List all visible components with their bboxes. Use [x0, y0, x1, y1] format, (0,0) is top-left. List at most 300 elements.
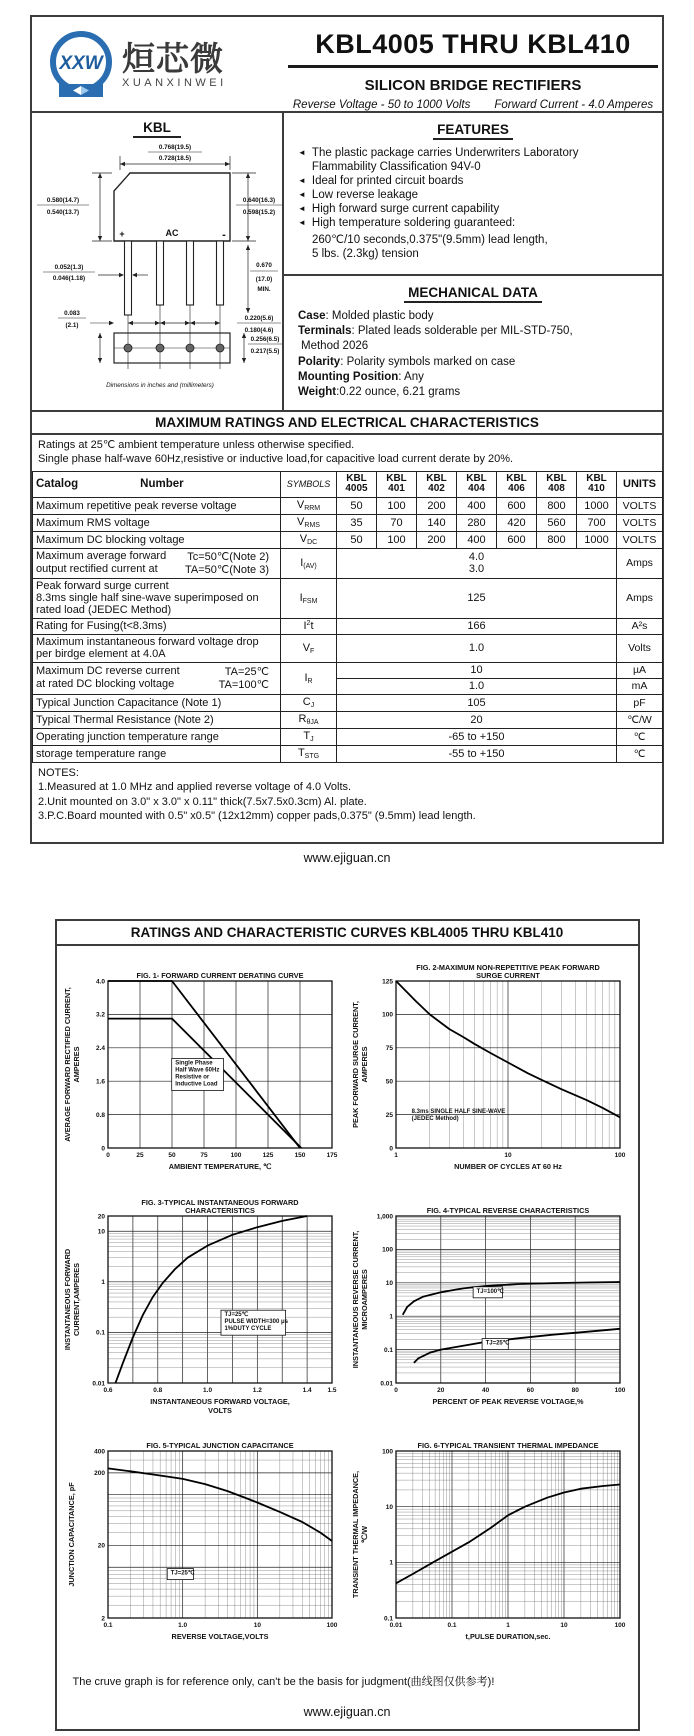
- table-cell: SYMBOLS: [281, 471, 337, 497]
- table-cell: [33, 514, 281, 531]
- features-heading-wrap: [298, 121, 648, 139]
- text: 0.052(1.3): [54, 264, 84, 271]
- fig5-chart: [61, 1428, 343, 1654]
- table-cell: [281, 662, 337, 694]
- table-cell: -55 to +150: [337, 745, 617, 762]
- span: J: [310, 736, 314, 744]
- package-column: [32, 113, 284, 410]
- table-cell: [33, 745, 281, 762]
- div: 410: [588, 483, 605, 495]
- text: AMPERES: [71, 1046, 81, 1083]
- text: 10: [560, 1621, 568, 1629]
- polygon: [215, 321, 220, 325]
- ratings-heading: MAXIMUM RATINGS AND ELECTRICAL CHARACTERISTICS: [32, 412, 662, 435]
- span: RRM: [304, 505, 321, 513]
- table-cell: [33, 728, 281, 745]
- text: NUMBER OF CYCLES AT 60 Hz: [454, 1161, 563, 1171]
- rect: [217, 241, 224, 305]
- fig3-series-vf: [115, 1216, 307, 1383]
- span: Number: [140, 478, 184, 491]
- polygon: [120, 162, 125, 166]
- table-row: [33, 745, 663, 762]
- text: 1.0: [202, 1386, 212, 1394]
- span: R: [307, 677, 313, 685]
- text: CHARACTERISTICS: [184, 1205, 255, 1215]
- span: R: [298, 713, 307, 726]
- div: 406: [508, 483, 525, 495]
- text: MICROAMPERES: [360, 1269, 370, 1330]
- logo-icon: [44, 27, 118, 103]
- text: AVERAGE FORWARD RECTIFIED CURRENT,: [62, 986, 72, 1142]
- table-cell: 100: [377, 531, 417, 548]
- feature-item: [298, 146, 648, 174]
- b: Terminals: [298, 325, 352, 338]
- text: 0.217(5.5): [250, 348, 280, 355]
- div: storage temperature range: [36, 747, 167, 760]
- mechanical-item: [298, 385, 648, 400]
- span: ◄: [298, 176, 306, 186]
- div: [312, 146, 579, 174]
- text: 50: [168, 1151, 176, 1159]
- ratings-intro: [32, 435, 662, 471]
- circle: [124, 344, 132, 352]
- text: 25: [136, 1151, 144, 1159]
- span: TA=50℃(Note 3): [185, 564, 269, 577]
- table-cell: VOLTS: [617, 531, 663, 548]
- note-line: 3.P.C.Board mounted with 0.5" x0.5" (12x12mm) copper pads,0.375" (9.5mm) lead length.: [38, 810, 476, 823]
- text: 2: [101, 1615, 105, 1623]
- span: T: [303, 730, 311, 743]
- text: 20: [437, 1386, 445, 1394]
- table-cell: 200: [417, 531, 457, 548]
- logo-monogram: XXW: [59, 53, 103, 74]
- text: 80: [571, 1386, 580, 1394]
- text: 1%DUTY CYCLE: [224, 1325, 272, 1332]
- text: Dimensions in inches and (millimeters): [106, 382, 214, 389]
- table-cell: 1.0: [337, 634, 617, 662]
- text: FIG. 6-TYPICAL TRANSIENT THERMAL IMPEDANCE: [417, 1440, 599, 1450]
- span: F: [310, 647, 315, 655]
- text: 75: [386, 1044, 394, 1052]
- fig2-chart: [349, 958, 631, 1184]
- tagline-forward-current: Forward Current - 4.0 Amperes: [494, 99, 654, 111]
- text: TJ=25℃: [224, 1311, 249, 1318]
- div: The plastic package carries Underwriters Laboratory: [311, 147, 579, 159]
- fig4-series-TJ-25C: [414, 1329, 620, 1363]
- text: 0.01: [389, 1621, 403, 1629]
- footer-url-page2: www.ejiguan.cn: [303, 1704, 391, 1719]
- text: AC: [165, 228, 179, 238]
- text: FIG. 3-TYPICAL INSTANTANEOUS FORWARD: [141, 1197, 299, 1207]
- text: 0.1: [95, 1329, 105, 1337]
- text: 0.640(16.3): [242, 197, 276, 204]
- brand-chinese: 烜芯微: [122, 38, 224, 78]
- div: Rating for Fusing(t<8.3ms): [36, 620, 167, 633]
- package-diagram: [32, 137, 284, 395]
- span: TA=25℃: [224, 666, 269, 679]
- text: 10: [386, 1503, 394, 1511]
- div: rated load (JEDEC Method): [36, 604, 172, 617]
- table-cell: [457, 471, 497, 497]
- text: 0.1: [384, 1346, 394, 1354]
- text: 20: [97, 1542, 105, 1550]
- div: 4.0: [468, 551, 485, 564]
- text: Single Phase: [174, 1060, 213, 1067]
- text: 0.8: [153, 1386, 163, 1394]
- div: 5 lbs. (2.3kg) tension: [312, 248, 419, 261]
- text: 200: [93, 1469, 105, 1477]
- div: Maximum instantaneous forward voltage drop: [36, 636, 259, 649]
- mechanical-item: [298, 355, 648, 370]
- feature-item: [298, 202, 648, 216]
- text: SURGE CURRENT: [476, 970, 541, 980]
- table-cell: [281, 497, 337, 514]
- table-cell: 1000: [577, 531, 617, 548]
- package-name: KBL: [133, 120, 181, 138]
- b: Polarity: [298, 355, 341, 368]
- polygon: [128, 321, 133, 325]
- table-cell: 35: [337, 514, 377, 531]
- table-cell: 10: [337, 662, 617, 678]
- text: 1,000: [376, 1213, 394, 1221]
- text: 0.1: [103, 1621, 113, 1629]
- fig6-slot: [349, 1428, 633, 1659]
- polygon: [160, 321, 165, 325]
- datasheet-page-1: [30, 15, 664, 844]
- table-row: [33, 497, 663, 514]
- text: 150: [294, 1151, 306, 1159]
- table-cell: [33, 694, 281, 711]
- text: INSTANTANEOUS REVERSE CURRENT,: [351, 1230, 361, 1368]
- text: 1.0: [177, 1621, 187, 1629]
- table-cell: ℃: [617, 745, 663, 762]
- div: Maximum repetitive peak reverse voltage: [36, 499, 237, 512]
- polygon: [109, 321, 114, 325]
- text: 0.8: [95, 1111, 105, 1119]
- table-cell: -65 to +150: [337, 728, 617, 745]
- mechanical-item: [298, 309, 648, 324]
- text: 4.0: [95, 978, 105, 986]
- fig6-chart: [349, 1428, 631, 1654]
- mechanical-heading-wrap: [298, 284, 648, 302]
- div: Typical Junction Capacitance (Note 1): [36, 696, 222, 709]
- fig5-slot: [61, 1428, 345, 1659]
- table-cell: [281, 548, 337, 578]
- table-cell: [33, 578, 281, 618]
- part-number-title: KBL4005 THRU KBL410: [315, 29, 631, 59]
- text: 100: [614, 1621, 626, 1629]
- text: 0.083: [64, 310, 80, 317]
- text: 25: [386, 1111, 394, 1119]
- table-cell: 600: [497, 497, 537, 514]
- figures-grid: [57, 946, 638, 1659]
- span: Catalog: [36, 478, 79, 491]
- text: 0.046(1.18): [52, 275, 86, 282]
- table-row: [33, 548, 663, 578]
- table-cell: 105: [337, 694, 617, 711]
- datasheet-page-2: [55, 919, 640, 1731]
- text: REVERSE VOLTAGE,VOLTS: [171, 1631, 269, 1641]
- table-cell: 400: [457, 531, 497, 548]
- text: CURRENT,AMPERES: [71, 1262, 81, 1336]
- tagline: [284, 99, 662, 111]
- table-cell: [281, 728, 337, 745]
- text: 100: [230, 1151, 242, 1159]
- div: [312, 202, 499, 216]
- table-cell: [33, 471, 281, 497]
- table-row: [33, 531, 663, 548]
- text: (17.0): [255, 276, 273, 283]
- notes-heading: NOTES:: [38, 766, 79, 779]
- text: 1: [394, 1151, 399, 1159]
- table-cell: 200: [417, 497, 457, 514]
- text: 100: [614, 1151, 626, 1159]
- text: 2.4: [95, 1044, 105, 1052]
- package-drawing: [32, 137, 282, 400]
- span: ◄: [298, 190, 306, 200]
- table-cell: [281, 531, 337, 548]
- table-cell: 20: [337, 711, 617, 728]
- table-cell: [281, 634, 337, 662]
- text: 0.1: [447, 1621, 457, 1629]
- table-cell: [33, 634, 281, 662]
- table-cell: [33, 548, 281, 578]
- div: 401: [388, 483, 405, 495]
- div: KBL: [506, 472, 527, 484]
- feature-item: [298, 188, 648, 202]
- text: 0.580(14.7): [46, 197, 80, 204]
- span: Maximum DC reverse current: [36, 665, 180, 678]
- div: KBL: [386, 472, 407, 484]
- logo: [32, 17, 284, 111]
- div: KBL: [586, 472, 607, 484]
- table-cell: [281, 745, 337, 762]
- table-cell: 420: [497, 514, 537, 531]
- text: TJ=25℃: [170, 1570, 195, 1577]
- span: θJA: [306, 719, 319, 727]
- table-cell: [281, 514, 337, 531]
- span: C: [302, 696, 311, 709]
- span: I: [303, 620, 307, 633]
- text: TJ=100℃: [476, 1288, 505, 1295]
- text: 0.540(13.7): [46, 209, 80, 216]
- text: TJ=25℃: [485, 1340, 510, 1347]
- table-cell: [337, 548, 617, 578]
- span: ◄: [298, 148, 306, 157]
- table-cell: 140: [417, 514, 457, 531]
- text: Resistive or: [174, 1074, 209, 1081]
- table-cell: 50: [337, 497, 377, 514]
- text: 0: [389, 1145, 394, 1153]
- text: 0: [101, 1145, 105, 1153]
- middle-section: [32, 113, 662, 412]
- table-cell: [281, 711, 337, 728]
- feature-item: [298, 174, 648, 188]
- mechanical-item: [298, 324, 648, 354]
- b: Weight: [298, 385, 337, 398]
- text: -: [222, 229, 226, 241]
- table-cell: [33, 711, 281, 728]
- fig3-chart: [61, 1193, 343, 1419]
- div: Operating junction temperature range: [36, 730, 219, 743]
- table-cell: pF: [617, 694, 663, 711]
- table-cell: 600: [497, 531, 537, 548]
- text: t,PULSE DURATION,sec.: [465, 1631, 551, 1641]
- span: Tc=50℃(Note 2): [187, 551, 269, 564]
- span: I: [300, 556, 304, 569]
- span: V: [299, 533, 308, 546]
- text: 125: [262, 1151, 274, 1159]
- span: I: [299, 591, 303, 604]
- div: Method 2026: [301, 340, 369, 353]
- text: 0.180(4.6): [244, 327, 274, 334]
- circle: [216, 344, 224, 352]
- package-name-heading: [32, 119, 282, 137]
- span: FSM: [302, 597, 318, 605]
- span: TA=100℃: [218, 679, 269, 692]
- div: Low reverse leakage: [311, 189, 419, 202]
- table-cell: [281, 578, 337, 618]
- span: Maximum average forward: [36, 550, 167, 563]
- text: 50: [386, 1078, 394, 1086]
- span: J: [310, 702, 315, 710]
- text: 1: [389, 1559, 394, 1567]
- text: 1: [101, 1278, 105, 1286]
- ratings-intro-line-2: Single phase half-wave 60Hz,resistive or inductive load,for capacitive load current derate by 20%.: [38, 453, 514, 466]
- subtitle: SILICON BRIDGE RECTIFIERS: [364, 77, 582, 94]
- fig4-series-TJ-100C: [403, 1282, 620, 1315]
- notes-section: [32, 763, 662, 842]
- span: t: [310, 620, 314, 633]
- rect: [187, 241, 194, 305]
- polygon: [246, 173, 250, 178]
- table-cell: VOLTS: [617, 514, 663, 531]
- table-cell: [33, 662, 281, 694]
- table-cell: [281, 694, 337, 711]
- polygon: [119, 273, 124, 277]
- div: 3.0: [468, 563, 485, 576]
- text: 1.2: [252, 1386, 262, 1394]
- table-cell: A²s: [617, 618, 663, 634]
- brand-english: XUANXINWEI: [122, 76, 227, 89]
- table-cell: [417, 471, 457, 497]
- table-cell: VOLTS: [617, 497, 663, 514]
- fig5-series-cj: [108, 1468, 332, 1541]
- text: 1.6: [95, 1078, 105, 1086]
- fig1-slot: [61, 958, 345, 1189]
- div: 402: [428, 483, 445, 495]
- div: per birdge element at 4.0A: [36, 648, 166, 661]
- footer-url-page1: www.ejiguan.cn: [303, 850, 391, 865]
- span: : Molded plastic body: [325, 310, 434, 323]
- polygon: [155, 321, 160, 325]
- table-row: [33, 471, 663, 497]
- span: output rectified current at: [36, 563, 158, 576]
- feature-item-extra: [312, 233, 648, 262]
- table-cell: 800: [537, 531, 577, 548]
- div: KBL: [546, 472, 567, 484]
- text: FIG. 4-TYPICAL REVERSE CHARACTERISTICS: [427, 1205, 590, 1215]
- span: ◄: [298, 204, 306, 214]
- span: : Any: [398, 370, 424, 383]
- div: [36, 678, 277, 691]
- text: ℃/W: [360, 1525, 370, 1543]
- table-cell: [577, 471, 617, 497]
- table-row: [33, 618, 663, 634]
- text: 0.598(15.2): [242, 209, 276, 216]
- table-row: [33, 662, 663, 678]
- table-cell: 400: [457, 497, 497, 514]
- feature-item: [298, 216, 648, 230]
- span: RMS: [304, 522, 320, 530]
- table-cell: 50: [337, 531, 377, 548]
- text: 0.6: [103, 1386, 113, 1394]
- features-list: [298, 146, 648, 262]
- table-row: [33, 728, 663, 745]
- text: 100: [382, 1011, 394, 1019]
- polygon: [98, 333, 102, 338]
- div: 408: [548, 483, 565, 495]
- fig4-slot: [349, 1193, 633, 1424]
- text: FIG. 2-MAXIMUM NON-REPETITIVE PEAK FORWARD: [416, 962, 601, 972]
- title-block: [284, 17, 662, 111]
- text: 10: [253, 1621, 261, 1629]
- fig4-chart: [349, 1193, 631, 1419]
- span: 2: [306, 620, 311, 628]
- text: TRANSIENT THERMAL IMPEDANCE,: [351, 1470, 361, 1598]
- ratings-intro-line-1: Ratings at 25℃ ambient temperature unless otherwise specified.: [38, 439, 355, 452]
- polygon: [185, 321, 190, 325]
- span: I: [304, 671, 308, 684]
- span: at rated DC blocking voltage: [36, 678, 175, 691]
- table-cell: [33, 497, 281, 514]
- text: 10: [504, 1151, 512, 1159]
- text: 3.2: [95, 1011, 105, 1019]
- table-cell: Volts: [617, 634, 663, 662]
- span: ◄: [298, 218, 306, 228]
- table-cell: 800: [537, 497, 577, 514]
- table-cell: UNITS: [617, 471, 663, 497]
- rect: [125, 241, 132, 315]
- brand-block: [122, 38, 227, 89]
- features-heading: FEATURES: [433, 122, 513, 140]
- mechanical-item: [298, 370, 648, 385]
- rect: [157, 241, 164, 305]
- text: 0.256(6.5): [250, 336, 280, 343]
- b: Case: [298, 310, 326, 323]
- table-row: [33, 694, 663, 711]
- text: 400: [93, 1448, 105, 1456]
- div: [36, 550, 277, 563]
- text: JUNCTION CAPACITANCE, pF: [66, 1482, 76, 1587]
- text: 0.768(19.5): [158, 144, 192, 151]
- fig3-slot: [61, 1193, 345, 1424]
- div: KBL: [466, 472, 487, 484]
- table-cell: 560: [537, 514, 577, 531]
- text: 75: [200, 1151, 208, 1159]
- div: 8.3ms single half sine-wave superimposed on: [36, 592, 259, 605]
- text: 20: [97, 1213, 105, 1221]
- table-cell: 100: [377, 497, 417, 514]
- span: V: [302, 641, 311, 654]
- circle: [186, 344, 194, 352]
- text: 100: [382, 1246, 394, 1254]
- ratings-table: [32, 471, 663, 763]
- features-section: [284, 113, 662, 276]
- note-line: 1.Measured at 1.0 MHz and applied reverse voltage of 4.0 Volts.: [38, 781, 352, 794]
- span: :0.22 ounce, 6.21 grams: [336, 385, 461, 398]
- circle: [156, 344, 164, 352]
